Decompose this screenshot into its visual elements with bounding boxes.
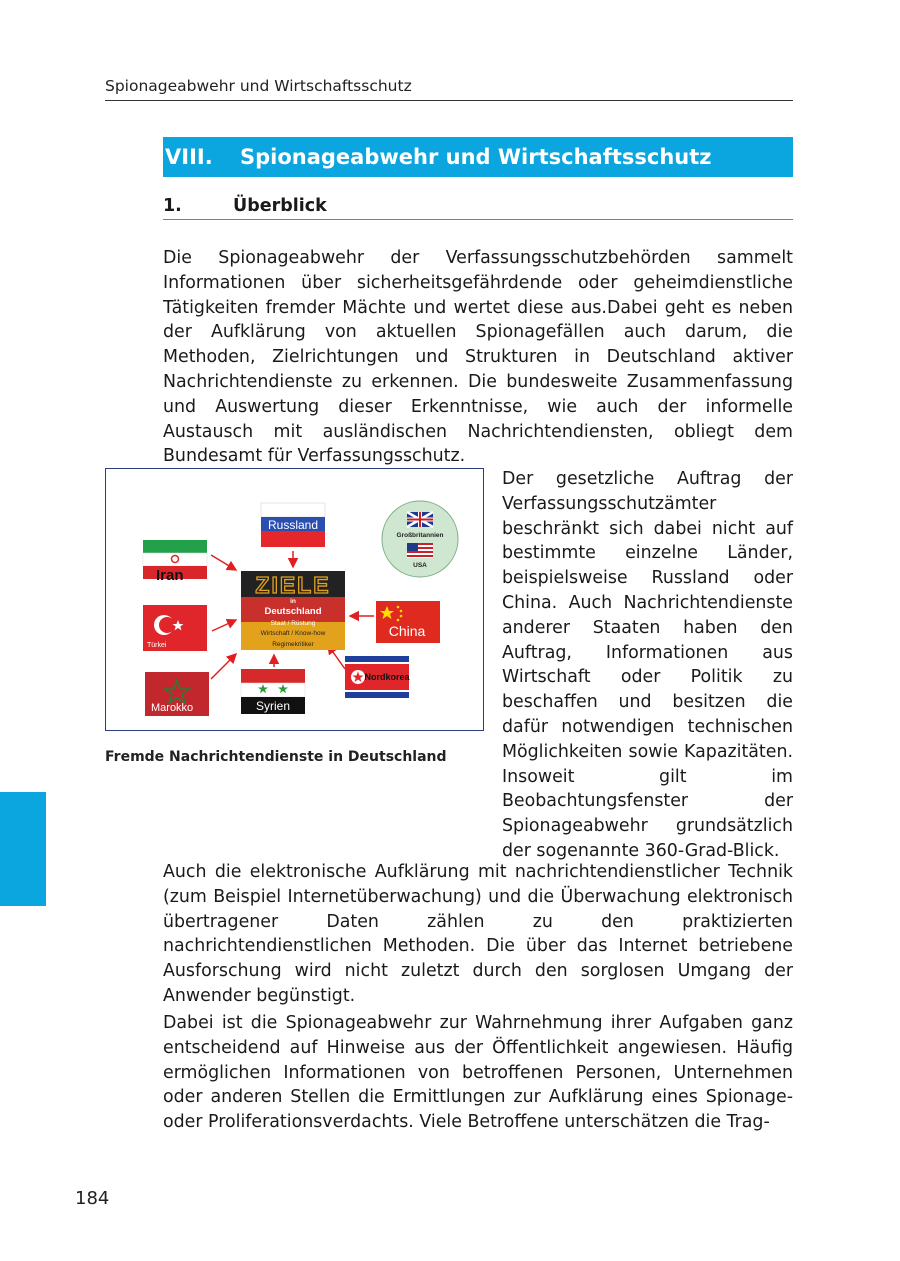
paragraph-public-hints: Dabei ist die Spionageabwehr zur Wahrnehmung ihrer Aufgaben ganz entscheidend auf Hinweise aus der Öffentlichkeit angewiesen. Häufig ermöglichen Informationen von betroffenen Personen, Unternehmen oder anderen Stellen die Ermittlungen zur Aufklärung eines Spionage- oder Proliferationsverdachts. Viele Betroffene unterschätzen die Trag- bbox=[163, 1013, 793, 1133]
center-ziele-box bbox=[241, 571, 345, 650]
figure-illustration bbox=[106, 469, 483, 730]
paragraph-intro: Die Spionageabwehr der Verfassungsschutzbehörden sammelt Informationen über sicherheitsgefährdende oder geheimdienstliche Tätigkeiten fremder Mächte und wertet diese aus.Dabei geht es neben der Aufklärung von aktuellen Spionagefällen auch darum, die Methoden, Zielrichtungen und Strukturen in Deutschland aktiver Nachrichtendienste zu erkennen. Die bundesweite Zusammenfassung und Auswertung dieser Erkenntnisse, wie auch der informelle Austausch mit ausländischen Nachrichtendiensten, obliegt dem Bundesamt für Verfassungsschutz. bbox=[163, 248, 793, 467]
label-tuerkei: Türkei bbox=[147, 642, 167, 649]
label-syrien: Syrien bbox=[255, 699, 291, 713]
label-gb: Großbritannien bbox=[396, 532, 444, 539]
flag-china bbox=[376, 601, 440, 643]
badge-gb-usa bbox=[382, 501, 458, 577]
figure-caption: Fremde Nachrichtendienste in Deutschland bbox=[105, 749, 447, 765]
ziele-line5: Regimekritiker bbox=[272, 641, 314, 648]
ziele-title: ZIELE bbox=[255, 572, 331, 598]
arrow-marokko bbox=[211, 654, 236, 679]
paragraph-mandate: Der gesetzliche Auftrag der Verfassungsschutzämter beschränkt sich dabei nicht auf bestimmte einzelne Länder, beispielsweise Russland oder China. Auch Nachrichtendienste anderer Staaten haben den Auftrag, Informationen aus Wirtschaft oder Politik zu beschaffen und besitzen die dafür notwendigen technischen Möglichkeiten sowie Kapazitäten. Insoweit gilt im Beobachtungsfenster der Spionageabwehr grundsätzlich der sogenannte 360-Grad-Blick. bbox=[502, 469, 793, 861]
label-nordkorea: Nordkorea bbox=[364, 672, 410, 682]
section-title: Überblick bbox=[233, 196, 327, 216]
page-number: 184 bbox=[75, 1188, 110, 1209]
flag-marokko bbox=[145, 672, 209, 716]
chapter-side-tab bbox=[0, 792, 46, 906]
section-number: 1. bbox=[163, 196, 182, 216]
chapter-heading bbox=[163, 137, 793, 177]
paragraph-electronic: Auch die elektronische Aufklärung mit nachrichtendienstlicher Technik (zum Beispiel Internetüberwachung) und die Überwachung elektronisch übertragener Daten zählen zu den praktizierten nachrichtendienstlichen Methoden. Die über das Internet betriebene Ausforschung wird nicht zuletzt durch den sorglosen Umgang der Anwender begünstigt. bbox=[163, 862, 793, 1006]
figure-foreign-intelligence bbox=[105, 468, 484, 731]
arrow-tuerkei bbox=[212, 620, 236, 631]
flag-nordkorea bbox=[345, 656, 411, 698]
label-usa: USA bbox=[413, 562, 427, 569]
flag-iran bbox=[143, 540, 207, 584]
ziele-line4: Wirtschaft / Know-how bbox=[260, 630, 326, 637]
ziele-line2: Deutschland bbox=[264, 606, 322, 617]
running-header: Spionageabwehr und Wirtschaftsschutz bbox=[105, 77, 793, 101]
label-iran: Iran bbox=[156, 567, 184, 584]
label-russland: Russland bbox=[267, 518, 319, 532]
label-marokko: Marokko bbox=[151, 702, 194, 714]
flag-tuerkei bbox=[143, 605, 207, 651]
arrow-iran bbox=[211, 555, 236, 570]
chapter-title: Spionageabwehr und Wirtschaftsschutz bbox=[240, 145, 712, 169]
section-heading bbox=[163, 196, 793, 220]
ziele-line1: in bbox=[290, 598, 296, 605]
label-china: China bbox=[388, 623, 426, 639]
ziele-line3: Staat / Rüstung bbox=[270, 620, 316, 627]
flag-russland bbox=[261, 503, 325, 547]
chapter-number: VIII. bbox=[165, 145, 213, 169]
flag-syrien bbox=[241, 669, 305, 714]
